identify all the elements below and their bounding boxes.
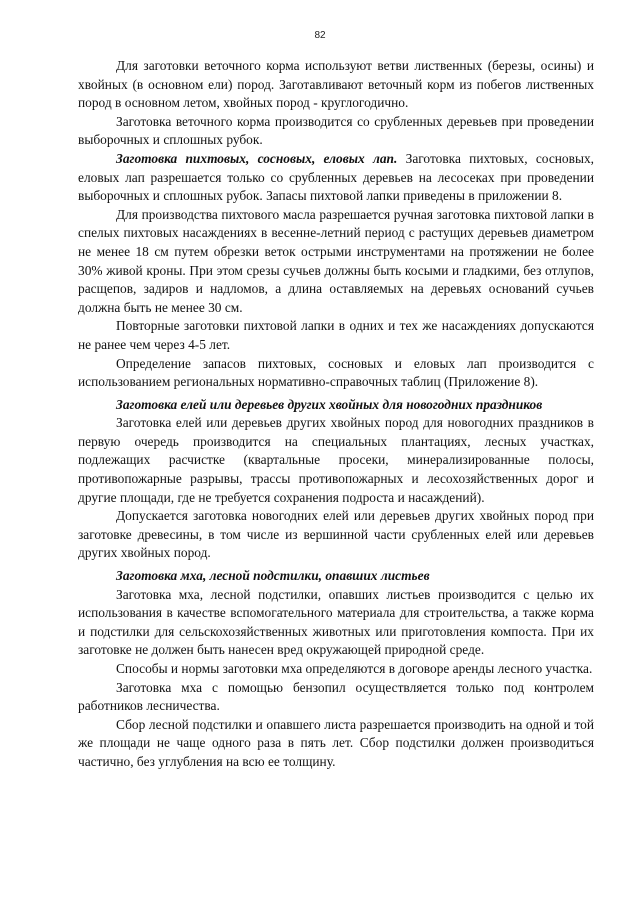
paragraph-branch-feed-harvest: Заготовка веточного корма производится со срубленных деревьев при проведении выборочных и сплошных рубок.	[78, 113, 594, 148]
paragraph-repeat-harvest: Повторные заготовки пихтовой лапки в одних и тех же насаждениях допускаются не ранее чем через 4-5 лет.	[78, 318, 594, 352]
paragraph-branch-feed-intro: Для заготовки веточного корма используют ветви лиственных (березы, осины) и хвойных (в основном ели) пород. Заготавливают веточный корм из побегов лиственных пород в основном летом, хвойных пород - круглогодично.	[78, 58, 594, 111]
page-number: 82	[314, 30, 326, 41]
paragraph-conifer-paws-text: Заготовка пихтовых, сосновых, еловых лап разрешается только со срубленных деревьев на лесосеках при проведении выборочных и сплошных рубок. Запасы пихтовой лапки приведены в приложении 8.	[78, 150, 594, 204]
paragraph-moss-litter: Заготовка мха, лесной подстилки, опавших листьев производится с целью их использования в качестве вспомогательного материала для строительства, а также корма и подстилки для сельскохозяйственных животных или приготовления компоста. При их заготовке не должен быть нанесен вред окружающей природной среде.	[78, 586, 594, 658]
paragraph-conifer-paws	[78, 150, 594, 206]
section-heading-moss-litter: Заготовка мха, лесной подстилки, опавших листьев	[116, 568, 430, 584]
paragraph-moss-chainsaw: Заготовка мха с помощью бензопил осуществляется только под контролем работников лесничества.	[78, 679, 594, 714]
section-heading-new-year-trees: Заготовка елей или деревьев других хвойных для новогодних праздников	[116, 396, 543, 412]
paragraph-fir-oil: Для производства пихтового масла разрешается ручная заготовка пихтовой лапки в спелых пихтовых насаждениях в весенне-летний период с растущих деревьев диаметром не менее 18 см путем обрезки веток острыми инструментами на протяжении не более 30% живой кроны. При этом срезы сучьев должны быть косыми и гладкими, без отлупов, расщепов, задиров и надломов, а длина оставляемых на деревьях оснований сучьев должна быть не менее 30 см.	[78, 206, 594, 315]
paragraph-stock-determination: Определение запасов пихтовых, сосновых и еловых лап производится с использованием региональных нормативно-справочных таблиц (Приложение 8).	[78, 355, 594, 390]
paragraph-litter-collection: Сбор лесной подстилки и опавшего листа разрешается производить на одной и той же площади не чаще одного раза в пять лет. Сбор подстилки должен производиться частично, без углубления на всю ее толщину.	[78, 716, 594, 769]
paragraph-moss-norms: Способы и нормы заготовки мха определяются в договоре аренды лесного участка.	[116, 661, 593, 676]
document-body	[78, 57, 594, 772]
section-heading-conifer-paws: Заготовка пихтовых, сосновых, еловых лап.	[116, 150, 398, 166]
paragraph-new-year-trees: Заготовка елей или деревьев других хвойных пород для новогодних праздников в первую очередь производится на специальных плантациях, лесных участках, подлежащих расчистке (квартальные просеки, минерализированные полосы, противопожарные разрывы, трассы противопожарных и лесохозяйственных дорог и другие площади, где не требуется сохранения подроста и насаждений).	[78, 415, 594, 505]
paragraph-new-year-trees-allowed: Допускается заготовка новогодних елей или деревьев других хвойных пород при заготовке древесины, в том числе из вершинной части срубленных елей или деревьев других хвойных пород.	[78, 508, 594, 561]
